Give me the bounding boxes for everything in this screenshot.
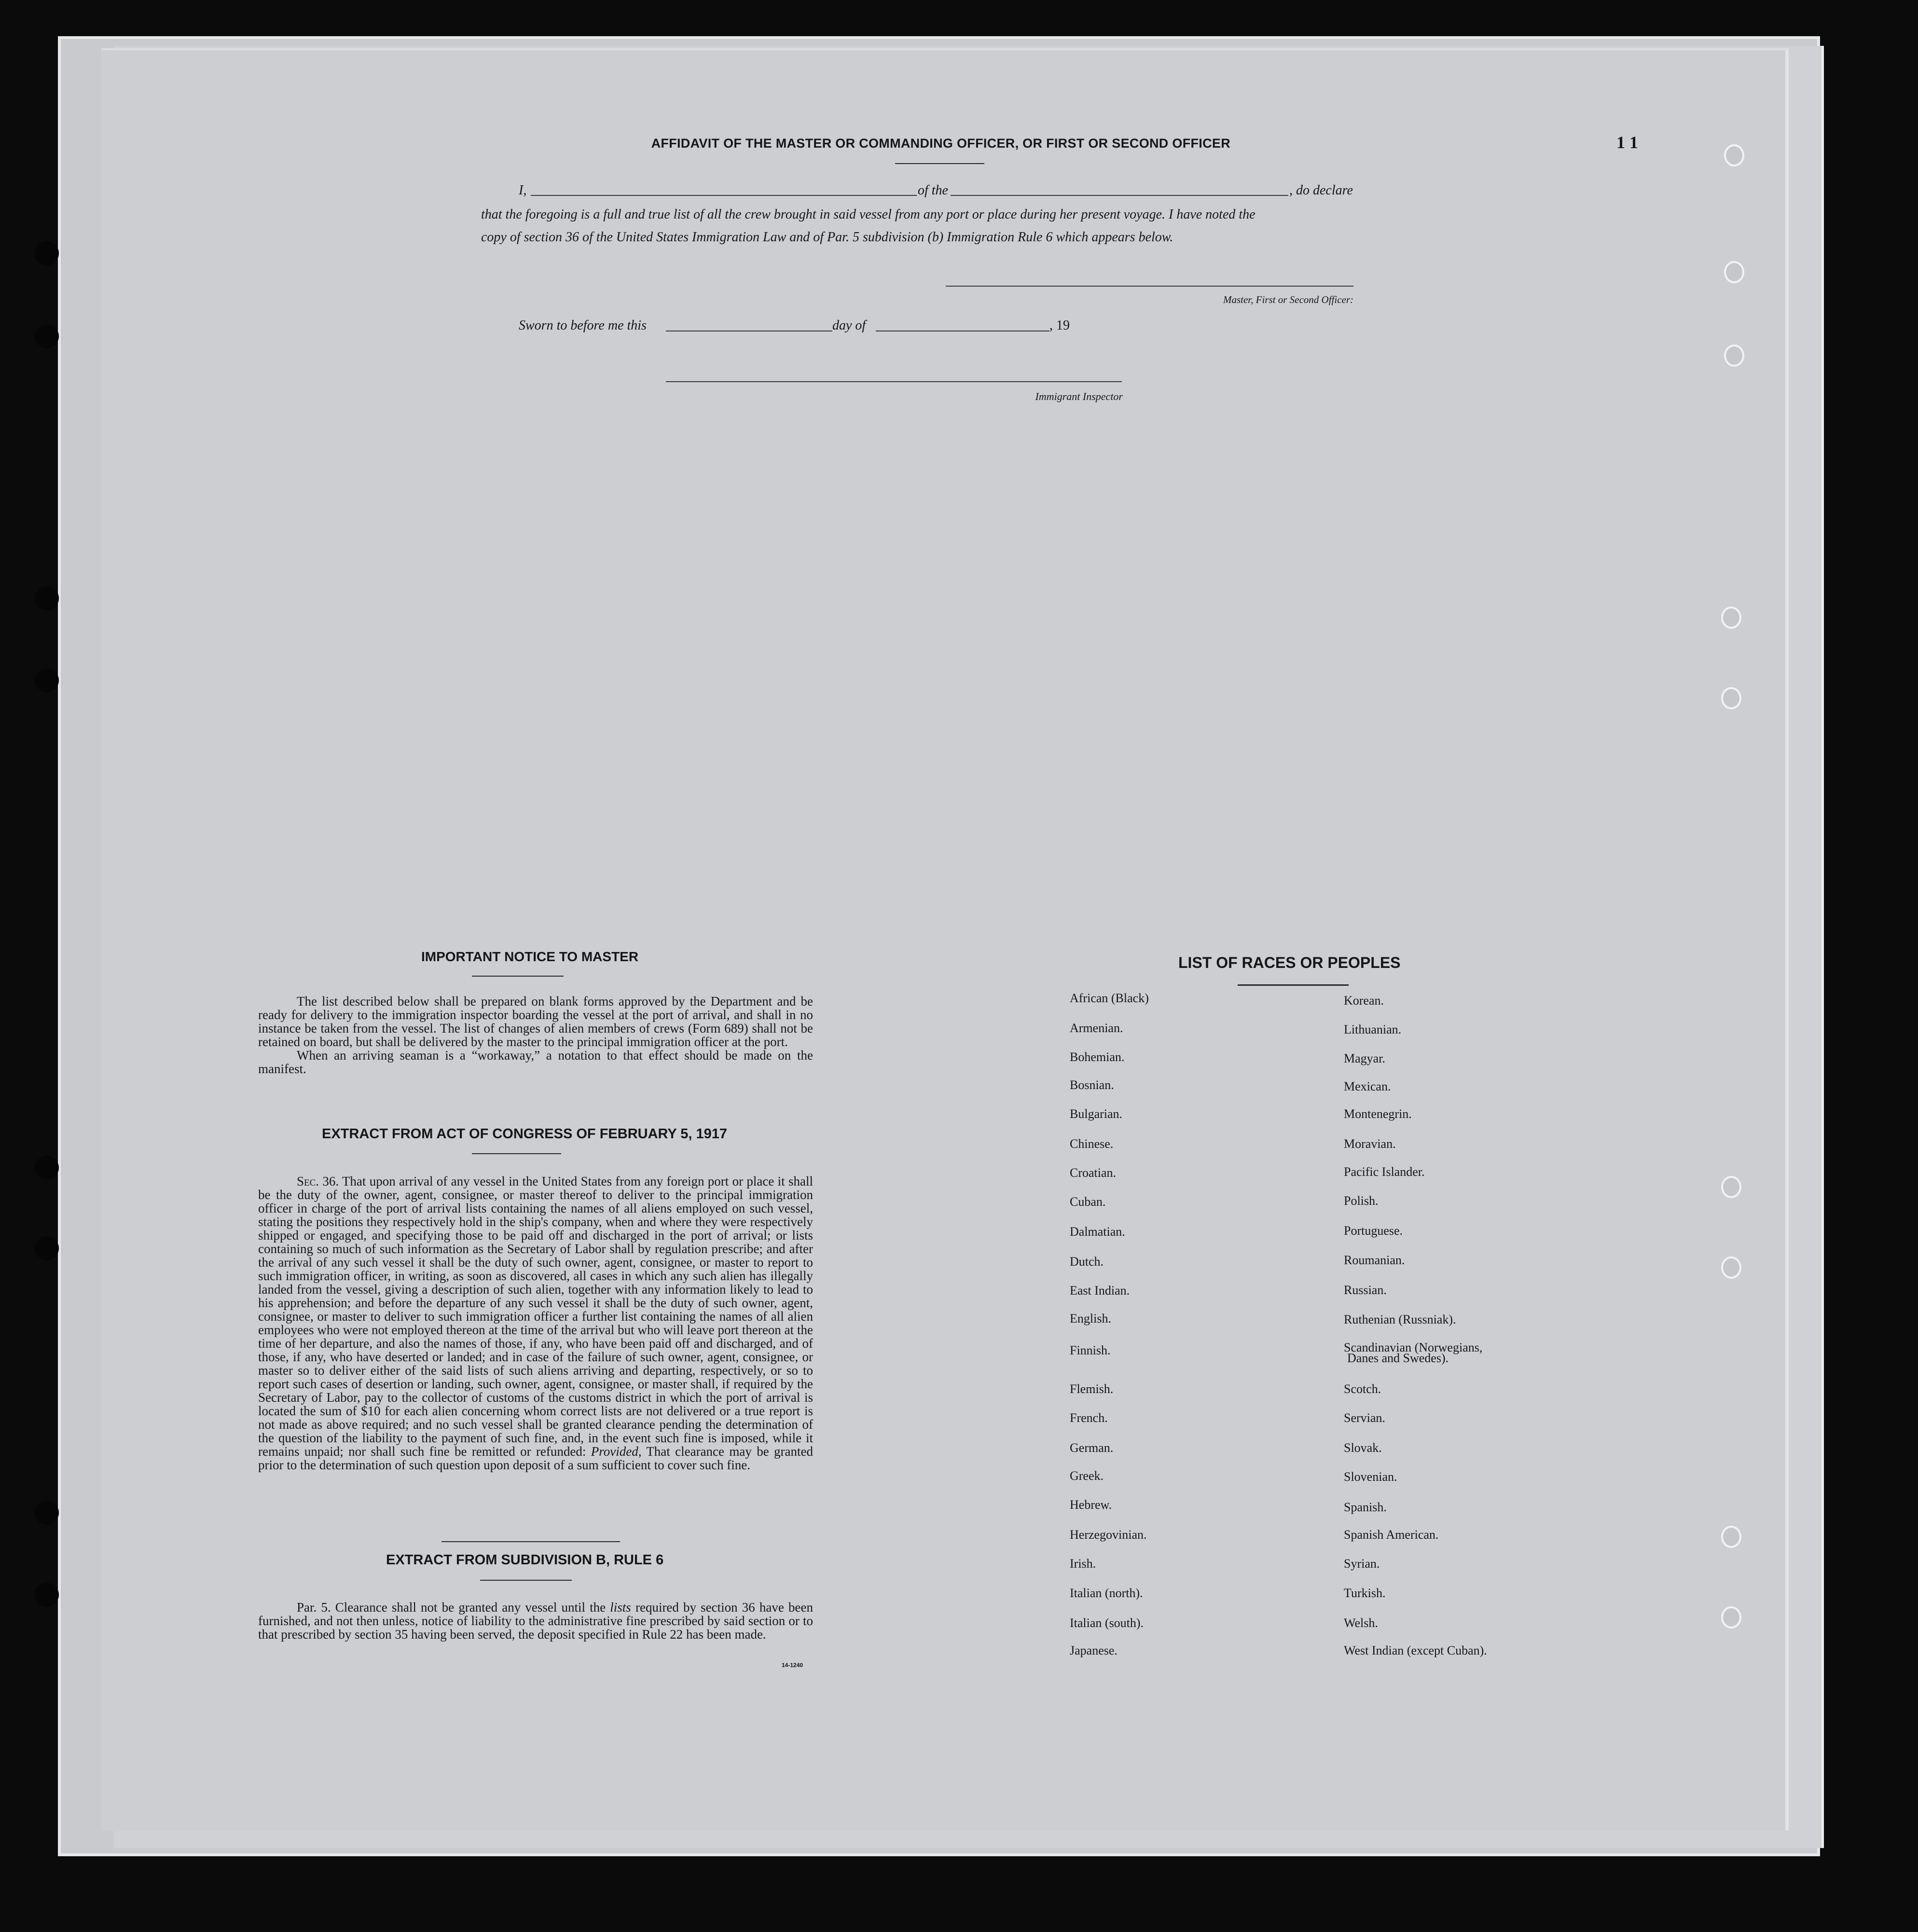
race-item: Pacific Islander. <box>1344 1165 1425 1179</box>
punch-ring <box>1724 261 1744 283</box>
race-item: Korean. <box>1344 994 1384 1007</box>
section-body: That upon arrival of any vessel in the United States from any foreign port or place it shall be the duty of the owner, agent, consignee, or master thereof to deliver to the principal immigration officer in charge of the port of arrival lists containing the names of all aliens employed on such vessel, stating the positions they respectively hold in the ship's company, when and where they were respectively shipped or engaged, and specifying those to be paid off and discharged in the port of arrival; or lists containing so much of such information as the Secretary of Labor shall by regulation prescribe; and after the arrival of any such vessel it shall be the duty of such owner, agent, consignee, or master to report to such immigration officer, in writing, as soon as discovered, all cases in which any such alien has illegally landed from the vessel, giving a description of such alien, together with any information likely to lead to his apprehension; and before the departure of any such vessel it shall be the duty of such owner, agent, consignee, or master to deliver to such immigration officer a further list containing the names of all alien employees who were not employed thereon at the time of the arrival but who will leave port thereon at the time of her departure, and also the names of those, if any, who have been paid off and discharged, and of those, if any, who have deserted or landed; and in case of the failure of such owner, agent, consignee, or master so to deliver either of the said lists of such aliens arriving and departing, respectively, or so to report such cases of desertion or landing, such owner, agent, consignee, or master shall, if required by the Secretary of Labor, pay to the collector of customs of the customs district in which the port of arrival is located the sum of $10 for each alien concerning whom correct lists are not delivered or a true report is not made as above required; and no such vessel shall be granted clearance pending the determination of the question of the liability to the payment of such fine, and, in the event such fine is imposed, while it remains unpaid; nor shall such fine be remitted or refunded: <box>258 1174 813 1459</box>
race-item: Hebrew. <box>1070 1498 1112 1512</box>
race-item: Syrian. <box>1344 1557 1380 1571</box>
race-item: Roumanian. <box>1344 1253 1405 1267</box>
punch-ring <box>1721 1526 1741 1548</box>
race-item: African (Black) <box>1070 991 1149 1005</box>
affidavit-i-label: I, <box>519 183 527 198</box>
punch-ring <box>1721 607 1741 629</box>
race-item: Portuguese. <box>1344 1224 1403 1238</box>
par-5-end: required by section 36 have been furnished, and not then unless, notice of liability to the administrative fine prescribed by said section or to that prescribed by section 35 having been served, the deposit specified in Rule 22 has been made. <box>258 1600 814 1642</box>
race-item: Herzegovinian. <box>1070 1528 1147 1542</box>
race-item: Greek. <box>1070 1469 1104 1483</box>
race-item: Armenian. <box>1070 1021 1123 1035</box>
races-title: LIST OF RACES OR PEOPLES <box>1178 954 1401 971</box>
race-item: Scotch. <box>1344 1382 1381 1396</box>
extract-rule-title: EXTRACT FROM SUBDIVISION B, RULE 6 <box>386 1552 664 1568</box>
punch-ring <box>1721 1606 1741 1628</box>
affidavit-title: AFFIDAVIT OF THE MASTER OR COMMANDING OFFICER, OR FIRST OR SECOND OFFICER <box>651 136 1230 151</box>
races-underline <box>1238 984 1349 986</box>
race-item: French. <box>1070 1411 1108 1425</box>
notice-underline <box>472 976 564 977</box>
race-item: Irish. <box>1070 1557 1096 1571</box>
par-5-text <box>258 1601 813 1641</box>
punch-ring <box>1721 687 1741 709</box>
binding-hole <box>35 586 59 610</box>
race-item: German. <box>1070 1441 1114 1455</box>
race-item: Slovenian. <box>1344 1470 1397 1484</box>
extract-act-underline <box>472 1153 561 1154</box>
affidavit-line-3: copy of section 36 of the United States Immigration Law and of Par. 5 subdivision (b) Immigration Rule 6 which appears below. <box>481 230 1173 245</box>
race-item: Croatian. <box>1070 1166 1117 1180</box>
race-item: Turkish. <box>1344 1586 1386 1600</box>
race-item: Chinese. <box>1070 1137 1114 1151</box>
race-item: Lithuanian. <box>1344 1022 1402 1036</box>
race-item: Moravian. <box>1344 1137 1396 1151</box>
vessel-line <box>951 195 1288 196</box>
race-item: Servian. <box>1344 1411 1385 1425</box>
race-item: West Indian (except Cuban). <box>1344 1643 1487 1657</box>
race-item: Slovak. <box>1344 1441 1382 1455</box>
extract-rule-body <box>258 1601 813 1641</box>
section-body-end: That clearance may be granted prior to the determination of such question upon deposit of a sum sufficient to cover such fine. <box>258 1444 813 1472</box>
title-underline <box>895 163 984 164</box>
scandinavian-continuation: Danes and Swedes). <box>1347 1351 1449 1365</box>
race-item: Finnish. <box>1070 1343 1111 1357</box>
race-item: Italian (south). <box>1070 1616 1144 1630</box>
race-item: Bulgarian. <box>1070 1107 1123 1121</box>
affidavit-line-2: that the foregoing is a full and true list of all the crew brought in said vessel from any port or place during her present voyage. I have noted the <box>481 207 1256 222</box>
extract-act-title: EXTRACT FROM ACT OF CONGRESS OF FEBRUARY 5, 1917 <box>322 1126 728 1142</box>
race-item: Dutch. <box>1070 1255 1104 1269</box>
binding-hole <box>35 1501 59 1525</box>
extract-rule-underline <box>480 1580 572 1581</box>
notice-body <box>258 994 813 1076</box>
form-page <box>101 48 1789 1831</box>
marginal-mark: 1 1 <box>1616 133 1638 152</box>
punch-ring <box>1721 1176 1741 1198</box>
race-item: Cuban. <box>1070 1195 1106 1209</box>
binding-hole <box>35 241 59 265</box>
par-5-start: Par. 5. Clearance shall not be granted any vessel until the <box>297 1600 606 1615</box>
race-item: Japanese. <box>1070 1643 1118 1657</box>
race-item: Polish. <box>1344 1194 1379 1208</box>
race-item: Russian. <box>1344 1283 1387 1297</box>
day-of-label: day of <box>832 318 866 333</box>
race-item: English. <box>1070 1311 1111 1325</box>
sworn-label: Sworn to before me this <box>519 318 647 333</box>
punch-ring <box>1724 345 1744 367</box>
binding-hole <box>35 668 59 692</box>
inspector-signature-line <box>666 381 1122 382</box>
race-item: Scandinavian (Norwegians, <box>1344 1340 1483 1354</box>
race-item: Spanish. <box>1344 1500 1387 1514</box>
race-item: Welsh. <box>1344 1616 1378 1630</box>
race-item: Bosnian. <box>1070 1078 1114 1092</box>
lists-word: lists <box>610 1600 631 1615</box>
provided-word: Provided, <box>591 1444 642 1459</box>
affidavit-of-the: of the <box>918 183 948 198</box>
binding-hole <box>35 1583 59 1607</box>
master-signature-line <box>946 286 1353 287</box>
race-item: Ruthenian (Russniak). <box>1344 1312 1456 1326</box>
race-item: Italian (north). <box>1070 1586 1143 1600</box>
race-item: Spanish American. <box>1344 1528 1439 1542</box>
form-number: 14-1240 <box>782 1662 803 1669</box>
notice-paragraph-1: The list described below shall be prepared on blank forms approved by the Department and be ready for delivery to the immigration inspector boarding the vessel at the port of arrival, and shall in no instance be taken from the vessel. The list of changes of alien members of crews (Form 689) shall not be retained on board, but shall be delivered by the master to the principal immigration officer at the port. <box>258 994 813 1049</box>
race-item: Montenegrin. <box>1344 1107 1412 1121</box>
race-item: Flemish. <box>1070 1382 1114 1396</box>
binding-hole <box>35 1156 59 1180</box>
separator-line <box>442 1541 620 1542</box>
race-item: Bohemian. <box>1070 1050 1125 1064</box>
race-item: Mexican. <box>1344 1079 1391 1093</box>
race-item: Magyar. <box>1344 1051 1385 1065</box>
notice-paragraph-2: When an arriving seaman is a “workaway,” a notation to that effect should be made on the manifest. <box>258 1048 813 1076</box>
punch-ring <box>1721 1256 1741 1279</box>
name-line <box>531 195 917 196</box>
race-item: Dalmatian. <box>1070 1225 1125 1239</box>
section-label: Sec. 36. <box>297 1174 339 1188</box>
affidavit-do-declare: , do declare <box>1289 183 1353 198</box>
binding-hole <box>35 324 59 348</box>
race-item: East Indian. <box>1070 1283 1130 1297</box>
punch-ring <box>1724 144 1744 166</box>
section-36-text <box>258 1174 813 1472</box>
binding-hole <box>35 1236 59 1260</box>
notice-title: IMPORTANT NOTICE TO MASTER <box>421 949 639 964</box>
year-label: , 19 <box>1049 318 1070 333</box>
extract-act-body <box>258 1174 813 1472</box>
master-signature-label: Master, First or Second Officer: <box>1223 294 1353 305</box>
inspector-label: Immigrant Inspector <box>1035 390 1123 402</box>
